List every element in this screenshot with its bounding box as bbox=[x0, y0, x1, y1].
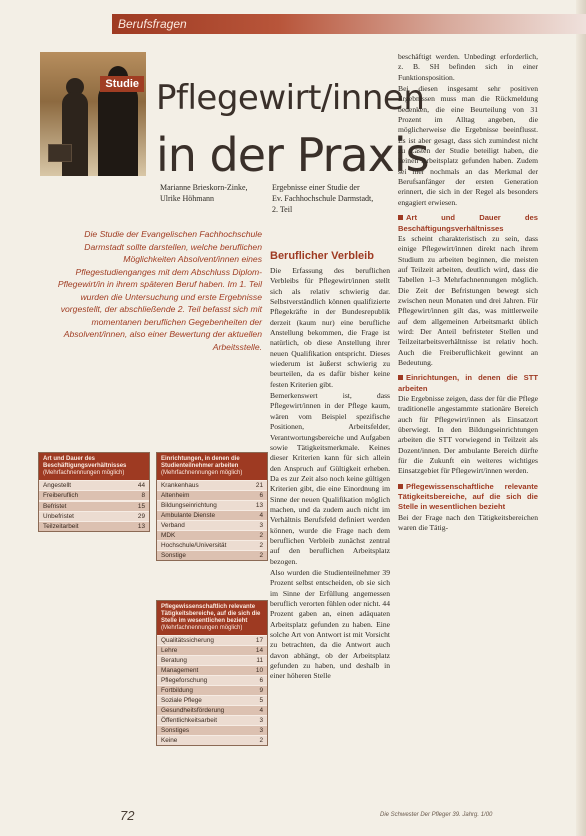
paragraph: Bei der Frage nach den Tätigkeitsbereichen waren die Tätig- bbox=[398, 512, 538, 533]
table-title: Einrichtungen, in denen die Studienteilnehmer arbeiten (Mehrfachnennungen möglich) bbox=[157, 453, 267, 480]
table-row: Verband 3 bbox=[157, 520, 267, 530]
paragraph: Die Ergebnisse zeigen, dass der für die Pflege traditionelle angestammte stationäre Bereich auch für Pflegewirt/innen als Einsatzort überwiegt. In den Bildungseinrichtungen arbeiten die STT vorwiegend in Teilzeit als Dozent/innen. Der ambulante Bereich dürfte für die Zukunft ein weiteres wichtiges Einsatzgebiet für Pflegewirt/innen werden. bbox=[398, 394, 538, 476]
table-row: Freiberuflich 8 bbox=[39, 490, 149, 500]
table-row: Altenheim 6 bbox=[157, 490, 267, 500]
table-row: Pflegeforschung 6 bbox=[157, 675, 267, 685]
table-row: Unbefristet 29 bbox=[39, 511, 149, 521]
table-row: Gesundheitsförderung 4 bbox=[157, 705, 267, 715]
section-label: Berufsfragen bbox=[118, 17, 187, 31]
table-rows bbox=[39, 480, 149, 531]
table-rows bbox=[157, 480, 267, 560]
table-box-einrichtungen bbox=[156, 452, 268, 561]
table-row: Angestellt 44 bbox=[39, 480, 149, 490]
intro-text: Die Studie der Evangelischen Fachhochschule Darmstadt sollte darstellen, welche beruflichen Möglichkeiten Absolvent/innen eines Pflegestudienganges mit dem Abschluss Diplom-Pflegewirt/in in ihrem späteren Beruf haben. Im 1. Teil wurden die Untersuchung und erste Ergebnisse vorgestellt, der abschließende 2. Teil befasst sich mit momentanen beruflichen Gegebenheiten der Absolvent/innen, also einer Bewertung der aktuellen Arbeitsstelle. bbox=[57, 229, 262, 352]
table-row: Krankenhaus 21 bbox=[157, 480, 267, 490]
table-row: Beratung 11 bbox=[157, 655, 267, 665]
table-row: Öffentlichkeitsarbeit 3 bbox=[157, 715, 267, 725]
heading-beruflicher-verbleib: Beruflicher Verbleib bbox=[270, 250, 374, 262]
square-bullet-icon bbox=[398, 215, 403, 220]
table-row: MDK 2 bbox=[157, 530, 267, 540]
paragraph: Es scheint charakteristisch zu sein, dass einige Pflegewirt/innen direkt nach ihrem Studium zu arbeiten beginnen, die meisten auf Teilzeit arbeiten, deutlich wird, dass die Tabellen 1–3 Mehrfachnennungen möglich. Die Zeit der Befristungen bewegt sich zwischen neun Monaten und drei Jahren. Für Pflegewirt/innen gilt das, was mittlerweile auf dem allgemeinen Arbeitsmarkt üblich wird: Der Anteil befristeter Stellen und Teilzeitarbeitsverhältnisse ist relativ hoch. Auch die Freiberuflichkeit gewinnt an Bedeutung. bbox=[398, 233, 538, 367]
table-box-taetigkeitsbereiche bbox=[156, 600, 268, 746]
body-column-2 bbox=[398, 52, 538, 534]
table-row: Lehre 14 bbox=[157, 645, 267, 655]
subheading-art-und-dauer: Art und Dauer des Beschäftigungsverhältnisses bbox=[398, 213, 538, 233]
page-edge-shadow bbox=[576, 0, 586, 836]
table-row: Sonstiges 3 bbox=[157, 725, 267, 735]
table-row: Teilzeitarbeit 13 bbox=[39, 521, 149, 531]
table-row: Ambulante Dienste 4 bbox=[157, 510, 267, 520]
article-title-line2: in der Praxis bbox=[156, 128, 429, 182]
article-photo bbox=[40, 52, 146, 176]
subheading-taetigkeitsbereiche: Pflegewissenschaftliche relevante Tätigkeitsbereiche, auf die sich die Stelle in wesentlichen bezieht bbox=[398, 481, 538, 512]
table-row: Befristet 15 bbox=[39, 501, 149, 511]
page-number: 72 bbox=[120, 808, 135, 823]
table-row: Soziale Pflege 5 bbox=[157, 695, 267, 705]
square-bullet-icon bbox=[398, 375, 403, 380]
subheading-einrichtungen: Einrichtungen, in denen die STT arbeiten bbox=[398, 373, 538, 393]
table-row: Keine 2 bbox=[157, 735, 267, 745]
paragraph: beschäftigt werden. Unbedingt erforderlich, z. B. SH befinden sich in einer Funktionsposition. bbox=[398, 52, 538, 82]
table-row: Bildungseinrichtung 13 bbox=[157, 500, 267, 510]
table-title: Art und Dauer des Beschäftigungsverhältnisses (Mehrfachnennungen möglich) bbox=[39, 453, 149, 480]
article-subtitle: Ergebnisse einer Studie der Ev. Fachhochschule Darmstadt, 2. Teil bbox=[272, 183, 374, 214]
authors: Marianne Brieskorn-Zinke, Ulrike Höhmann bbox=[160, 183, 248, 203]
paragraph: Bei diesen insgesamt sehr positiven Ergebnissen muss man die Rückmeldung bedenken, die eine Beurteilung von 31 Prozent im Alltag angeben, die möglicherweise die Ergebnisse beeinflusst. Es ist aber gesagt, dass sich zumindest nicht zu Lasten der Studie beteiligt haben, die keinen Arbeitsplatz gefunden haben. Zudem sei hier nochmals an das Merkmal der Berufsanfänger der ersten Generation erinnert, die sich in der Regel als besonders engagiert erwiesen. bbox=[398, 84, 538, 207]
table-row: Qualitätssicherung 17 bbox=[157, 635, 267, 645]
table-row: Management 10 bbox=[157, 665, 267, 675]
paragraph: Bemerkenswert ist, dass Pflegewirt/innen in der Pflege kaum, wären vom Beispiel spezifische Positionen, Arbeitsfelder, Verantwortungsbereiche und Aufgaben sowie Tätigkeitsmerkmale. Keines dieser Kriterien kann für sich allein den Anspruch auf Gültigkeit erheben. Da es zur Zeit also noch keine gültigen Kriterien gibt, die eine Einordnung im Sinne der neuen Qualifikation möglich machen, und da zudem auch nicht im Verhältnis Berufsfeld definiert werden können, wurde die Frage nach dem beruflichen Verbleib zunächst zentral auf den beruflichen Arbeitsplatz bezogen. bbox=[270, 391, 390, 566]
studie-badge: Studie bbox=[100, 76, 144, 92]
journal-footer: Die Schwester Der Pfleger 39. Jahrg. 1/00 bbox=[380, 812, 493, 818]
paragraph: Also wurden die Studienteilnehmer 39 Prozent selbst entscheiden, ob sie sich im Sinne der Erfüllung angemessen beruflich verorten fühlen oder nicht. 44 Prozent gaben an, einen adäquaten Arbeitsplatz gefunden zu haben. Eine solche Art von Antwort ist mit Vorsicht zu betrachten, da die Antwort auch davon abhängt, ob der Arbeitsplatz gefunden zu haben, und deshalb in einer höheren Stelle bbox=[270, 567, 390, 681]
table-row: Sonstige 2 bbox=[157, 550, 267, 560]
table-box-beschaeftigung bbox=[38, 452, 150, 532]
paragraph: Die Erfassung des beruflichen Verbleibs für Pflegewirt/innen stellt sich als relativ schwierig dar. Selbstverständlich können qualifizierte Pflegekräfte in der Bundesrepublik derzeit (kaum nur) eine berufliche Anstellung bekommen, die Frage ist natürlich, ob diese Anstellung ihrer neuen Qualifikation entspricht. Dieses wiederum ist äußerst schwierig zu beurteilen, da es dafür bisher keine festen Kriterien gibt. bbox=[270, 266, 390, 389]
article-title-line1: Pflegewirt/innen bbox=[156, 78, 425, 118]
table-title: Pflegewissenschaftlich relevante Tätigkeitsbereiche, auf die sich die Stelle im wesentlichen bezieht (Mehrfachnennungen möglich) bbox=[157, 601, 267, 635]
table-row: Fortbildung 9 bbox=[157, 685, 267, 695]
body-column-1 bbox=[270, 266, 390, 683]
square-bullet-icon bbox=[398, 484, 403, 489]
table-row: Hochschule/Universität 2 bbox=[157, 540, 267, 550]
table-rows bbox=[157, 635, 267, 745]
